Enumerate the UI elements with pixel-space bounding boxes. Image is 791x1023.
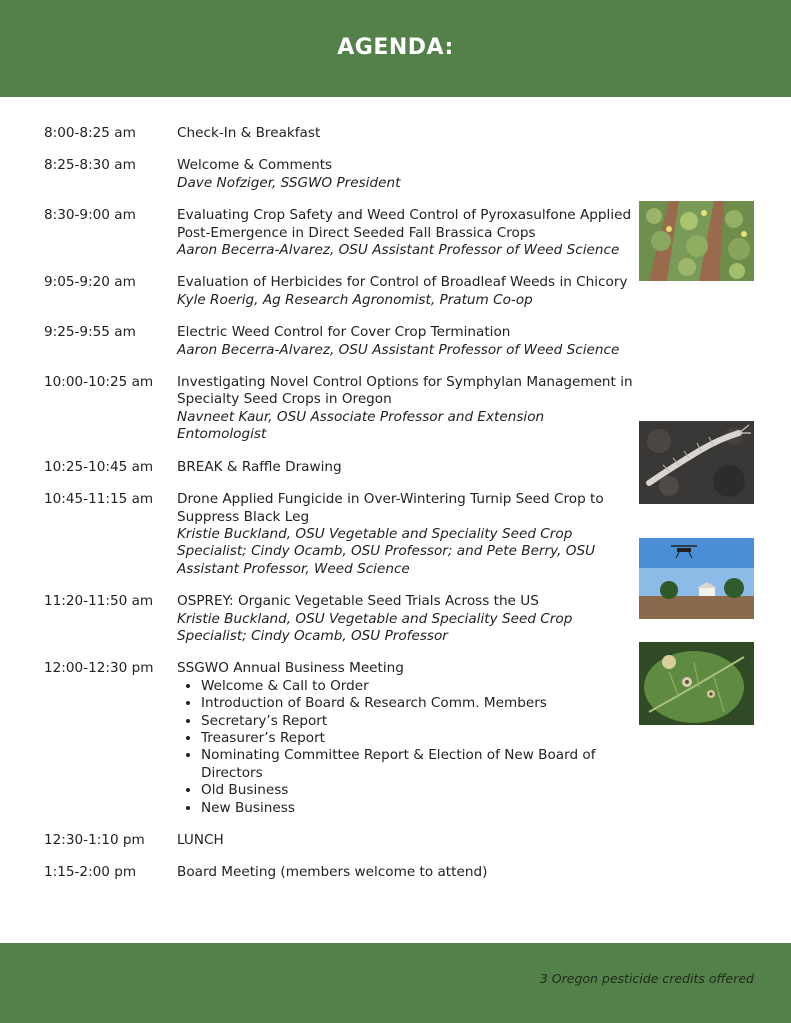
list-item: • Nominating Committee Report & Election of New Board of Directors bbox=[201, 747, 637, 782]
agenda-speaker: Aaron Becerra-Alvarez, OSU Assistant Professor of Weed Science bbox=[177, 341, 620, 358]
list-item: • Welcome & Call to Order bbox=[201, 678, 637, 695]
agenda-time: 8:00-8:25 am bbox=[44, 125, 136, 141]
agenda-speaker: Aaron Becerra-Alvarez, OSU Assistant Professor of Weed Science bbox=[177, 242, 620, 259]
agenda-item bbox=[44, 274, 644, 309]
agenda-time: 12:30-1:10 pm bbox=[44, 832, 145, 848]
agenda-time: 10:45-11:15 am bbox=[44, 491, 154, 508]
agenda-time: 1:15-2:00 pm bbox=[44, 864, 137, 881]
agenda-title: BREAK & Raffle Drawing bbox=[177, 458, 342, 475]
agenda-title: LUNCH bbox=[177, 832, 224, 848]
agenda-list bbox=[44, 125, 644, 897]
agenda-time: 8:25-8:30 am bbox=[44, 157, 136, 174]
agenda-item bbox=[44, 660, 644, 817]
page-title: AGENDA: bbox=[337, 35, 454, 60]
agenda-time: 10:25-10:45 am bbox=[44, 458, 154, 475]
agenda-speaker: Navneet Kaur, OSU Associate Professor and Extension Entomologist bbox=[177, 408, 545, 443]
list-item: • Secretary’s Report bbox=[201, 713, 637, 730]
brassica-field-photo bbox=[639, 201, 754, 281]
agenda-title: SSGWO Annual Business Meeting bbox=[177, 660, 404, 677]
pesticide-credits-note: 3 Oregon pesticide credits offered bbox=[539, 971, 754, 986]
agenda-time: 9:25-9:55 am bbox=[44, 324, 136, 341]
agenda-item bbox=[44, 324, 644, 359]
agenda-title: Board Meeting (members welcome to attend) bbox=[177, 864, 488, 881]
agenda-item bbox=[44, 491, 644, 578]
agenda-item bbox=[44, 593, 644, 645]
agenda-item bbox=[44, 207, 644, 259]
footer-banner bbox=[0, 943, 791, 1023]
agenda-time: 11:20-11:50 am bbox=[44, 593, 154, 610]
list-item: • New Business bbox=[201, 800, 637, 817]
agenda-title: Welcome & Comments bbox=[177, 157, 333, 174]
list-item: • Old Business bbox=[201, 782, 637, 799]
agenda-item bbox=[44, 832, 644, 849]
agenda-title: Drone Applied Fungicide in Over-Wintering Turnip Seed Crop to Suppress Black Leg bbox=[177, 491, 604, 525]
agenda-speaker: Kyle Roerig, Ag Research Agronomist, Pratum Co-op bbox=[177, 291, 533, 308]
agenda-item bbox=[44, 374, 644, 444]
diseased-leaf-photo bbox=[639, 642, 754, 725]
business-meeting-list bbox=[177, 678, 637, 817]
list-item: • Introduction of Board & Research Comm. Members bbox=[201, 695, 637, 712]
agenda-time: 12:00-12:30 pm bbox=[44, 660, 154, 677]
agenda-speaker: Kristie Buckland, OSU Vegetable and Speciality Seed Crop Specialist; Cindy Ocamb, OSU Professor; and Pete Berry, OSU Assistant Professor, Weed Science bbox=[177, 525, 596, 577]
agenda-time: 8:30-9:00 am bbox=[44, 207, 136, 224]
agenda-title: OSPREY: Organic Vegetable Seed Trials Across the US bbox=[177, 593, 539, 610]
agenda-title: Evaluation of Herbicides for Control of Broadleaf Weeds in Chicory bbox=[177, 274, 628, 291]
agenda-item bbox=[44, 459, 644, 476]
header-banner bbox=[0, 0, 791, 97]
agenda-title: Evaluating Crop Safety and Weed Control of Pyroxasulfone Applied Post-Emergence in Direct Seeded Fall Brassica Crops bbox=[177, 207, 632, 241]
agenda-item bbox=[44, 125, 644, 142]
agenda-speaker: Dave Nofziger, SSGWO President bbox=[177, 174, 401, 191]
symphylan-photo bbox=[639, 421, 754, 504]
agenda-title: Check-In & Breakfast bbox=[177, 125, 321, 141]
agenda-item bbox=[44, 157, 644, 192]
agenda-time: 9:05-9:20 am bbox=[44, 274, 136, 291]
agenda-time: 10:00-10:25 am bbox=[44, 374, 154, 391]
list-item: • Treasurer’s Report bbox=[201, 730, 637, 747]
agenda-speaker: Kristie Buckland, OSU Vegetable and Speciality Seed Crop Specialist; Cindy Ocamb, OSU Professor bbox=[177, 610, 573, 644]
drone-field-photo bbox=[639, 538, 754, 619]
agenda-title: Electric Weed Control for Cover Crop Termination bbox=[177, 324, 511, 341]
agenda-title: Investigating Novel Control Options for Symphylan Management in Specialty Seed Crops in Oregon bbox=[177, 374, 633, 408]
agenda-item bbox=[44, 864, 644, 881]
